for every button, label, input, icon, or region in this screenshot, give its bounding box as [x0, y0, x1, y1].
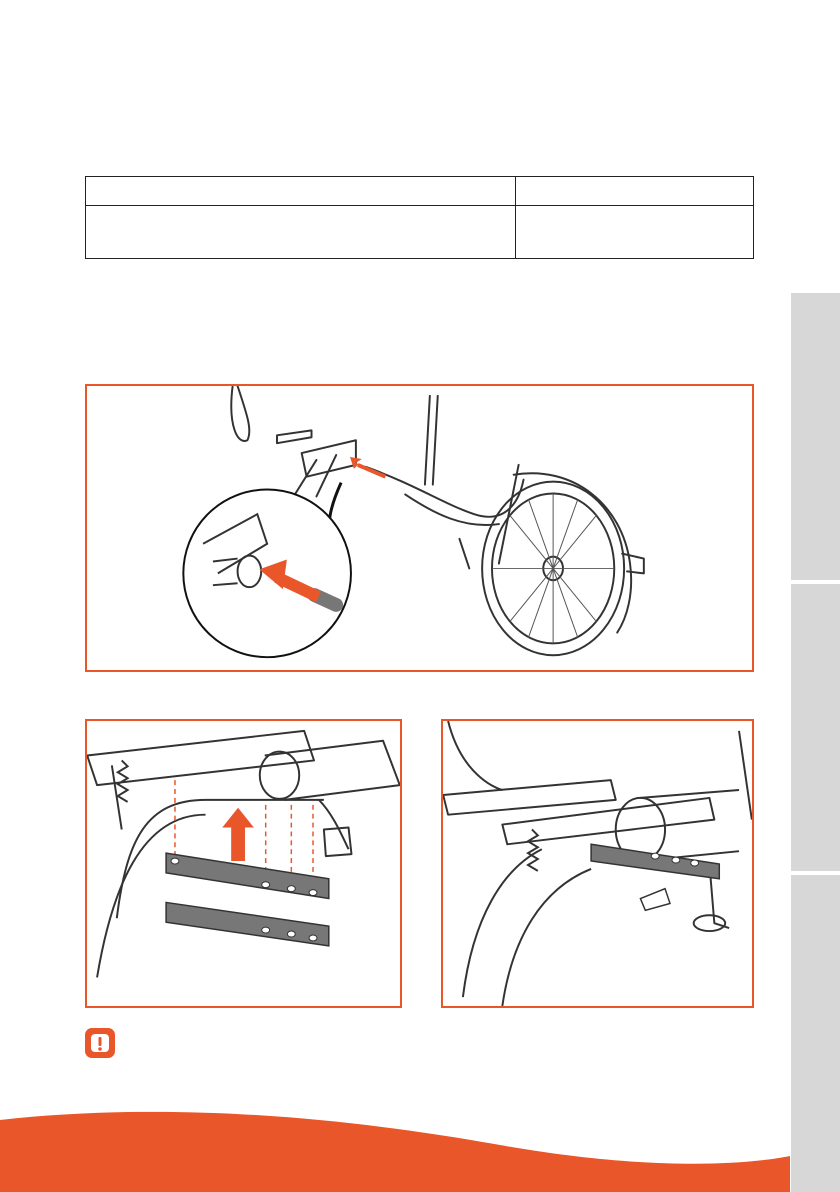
side-tab[interactable]: [791, 584, 840, 871]
spec-table: [85, 176, 754, 259]
detail-left-panel: [85, 719, 402, 1008]
mounting-plate-installed-illustration: [443, 721, 752, 1006]
trailer-bike-illustration: [87, 386, 752, 670]
table-header-cell: [516, 177, 754, 206]
table-row: [86, 206, 754, 259]
table-header-row: [86, 177, 754, 206]
exclamation-icon: [84, 1027, 116, 1059]
table-cell: [86, 206, 516, 259]
table-header-cell: [86, 177, 516, 206]
table-cell: [516, 206, 754, 259]
footer-wave: [0, 1100, 840, 1192]
detail-right-panel: [441, 719, 754, 1008]
main-illustration-panel: [85, 384, 754, 672]
side-tab[interactable]: [791, 293, 840, 580]
mounting-plate-exploded-illustration: [87, 721, 400, 1006]
